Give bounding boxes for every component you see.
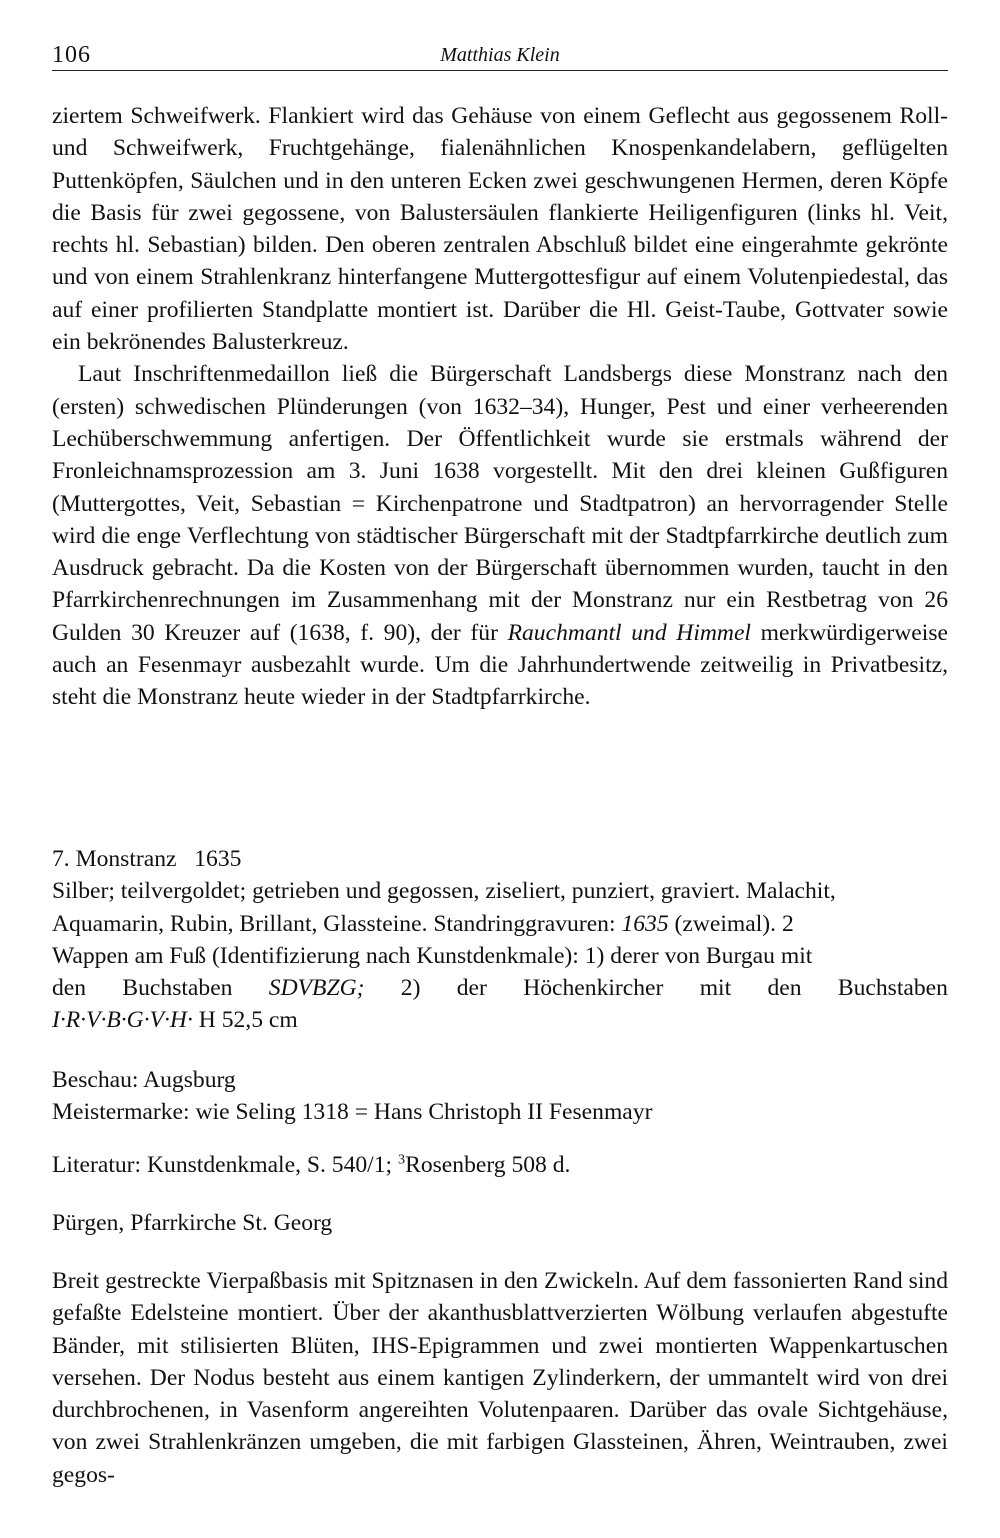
entry-title: 7. Monstranz: [52, 846, 177, 872]
word: Höchenkircher: [523, 975, 664, 1002]
meistermarke-line: Meistermarke: wie Seling 1318 = Hans Christoph II Fesenmayr: [52, 1099, 653, 1126]
entry-year: 1635: [194, 846, 242, 872]
literature-text: Literatur: Kunstdenkmale, S. 540/1;: [52, 1152, 393, 1178]
page-number: 106: [52, 42, 91, 68]
dimension: H 52,5 cm: [198, 1007, 298, 1034]
word: den: [52, 975, 87, 1002]
description-text: Aquamarin, Rubin, Brillant, Glassteine. Standringgravuren:: [52, 910, 616, 937]
word: den: [767, 975, 802, 1002]
paragraph-description: Breit gestreckte Vierpaßbasis mit Spitznasen in den Zwickeln. Auf dem fassonierten Rand sind gefaßte Edelsteine montiert. Über der akanthusblattverzierten Wölbung verlaufen abgestufte Bänder, mit stilisierten Blüten, IHS-Epigrammen und zwei montierten Wappenkartuschen versehen. Der Nodus besteht aus einem kantigen Zylinderkern, der ummantelt wird von drei durchbrochenen, in Vasenform angereihten Volutenpaaren. Darüber das ovale Sichtgehäuse, von zwei Strahlenkränzen umgeben, die mit farbigen Glassteinen, Ähren, Weintrauben, zwei gegos-: [52, 1268, 948, 1488]
paragraph-inscription: [52, 358, 948, 713]
description-line: [52, 972, 948, 1004]
word: der: [456, 975, 487, 1002]
catalog-entry-heading: [52, 843, 948, 875]
word: 2): [400, 975, 421, 1002]
paragraph-text: merkwürdigerweise auch an Fesenmayr ausbezahlt wurde. Um die Jahrhundertwende zeitweilig in Privatbesitz, steht die Monstranz heute wieder in der Stadtpfarrkirche.: [52, 619, 948, 711]
running-head: Matthias Klein: [440, 44, 560, 66]
word: Buchstaben: [122, 975, 233, 1002]
engraving-date: 1635: [621, 910, 669, 937]
italic-letters: SDVBZG;: [268, 975, 365, 1002]
paragraph-continuation: ziertem Schweifwerk. Flankiert wird das Gehäuse von einem Geflecht aus gegossenem Roll- und Schweifwerk, Fruchtgehänge, fialenähnlichen Knospenkandelabern, geflügelten Puttenköpfen, Säulchen und in den unteren Ecken zwei geschwungenen Hermen, deren Köpfe die Basis für zwei gegossene, von Balustersäulen flankierte Heiligenfiguren (links hl. Veit, rechts hl. Sebastian) bilden. Den oberen zentralen Abschluß bildet eine eingerahmte gekrönte und von einem Strahlenkranz hinterfangene Muttergottesfigur auf einem Volutenpiedestal, das auf einer profilierten Standplatte montiert ist. Darüber die Hl. Geist-Taube, Gottvater sowie ein bekrönendes Balusterkreuz.: [52, 103, 948, 356]
page-header: [52, 40, 948, 71]
italic-term: Rauchmantl und Himmel: [507, 619, 751, 646]
word: Buchstaben: [837, 975, 948, 1002]
location-line: Pürgen, Pfarrkirche St. Georg: [52, 1210, 333, 1236]
description-line: Silber; teilvergoldet; getrieben und gegossen, ziseliert, punziert, graviert. Malachit,: [52, 878, 836, 905]
footnote-marker: 3: [398, 1151, 406, 1168]
description-text: (zweimal). 2: [674, 910, 794, 937]
literature-text: Rosenberg 508 d.: [405, 1152, 571, 1178]
paragraph-text: Laut Inschriftenmedaillon ließ die Bürgerschaft Landsbergs diese Monstranz nach den (ersten) schwedischen Plünderungen (von 1632–34), Hunger, Pest und einer verheerenden Lechüberschwemmung anfertigen. Der Öffentlichkeit wurde sie erstmals während der Fronleichnamsprozession am 3. Juni 1638 vorgestellt. Mit den drei kleinen Gußfiguren (Muttergottes, Veit, Sebastian = Kirchenpatrone und Stadtpatron) an hervorragender Stelle wird die enge Verflechtung von städtischer Bürgerschaft mit der Stadtpfarrkirche deutlich zum Ausdruck gebracht. Da die Kosten von der Bürgerschaft übernommen wurden, taucht in den Pfarrkirchenrechnungen im Zusammenhang mit der Monstranz nur ein Restbetrag von 26 Gulden 30 Kreuzer auf (1638, f. 90), der für: [52, 361, 948, 646]
description-line: [52, 1004, 948, 1036]
body-text: [52, 100, 948, 714]
description-block: [52, 1265, 948, 1491]
literature-block: [52, 1149, 948, 1181]
literature-line: [52, 1149, 948, 1181]
description-line: [52, 908, 948, 940]
word: mit: [699, 975, 732, 1002]
description-line: Wappen am Fuß (Identifizierung nach Kunstdenkmale): 1) derer von Burgau mit: [52, 942, 813, 969]
italic-letters: I·R·V·B·G·V·H·: [52, 1007, 193, 1034]
beschau-line: Beschau: Augsburg: [52, 1067, 236, 1093]
catalog-entry: [52, 843, 948, 1037]
location-block: [52, 1207, 948, 1239]
marks-block: [52, 1064, 948, 1129]
